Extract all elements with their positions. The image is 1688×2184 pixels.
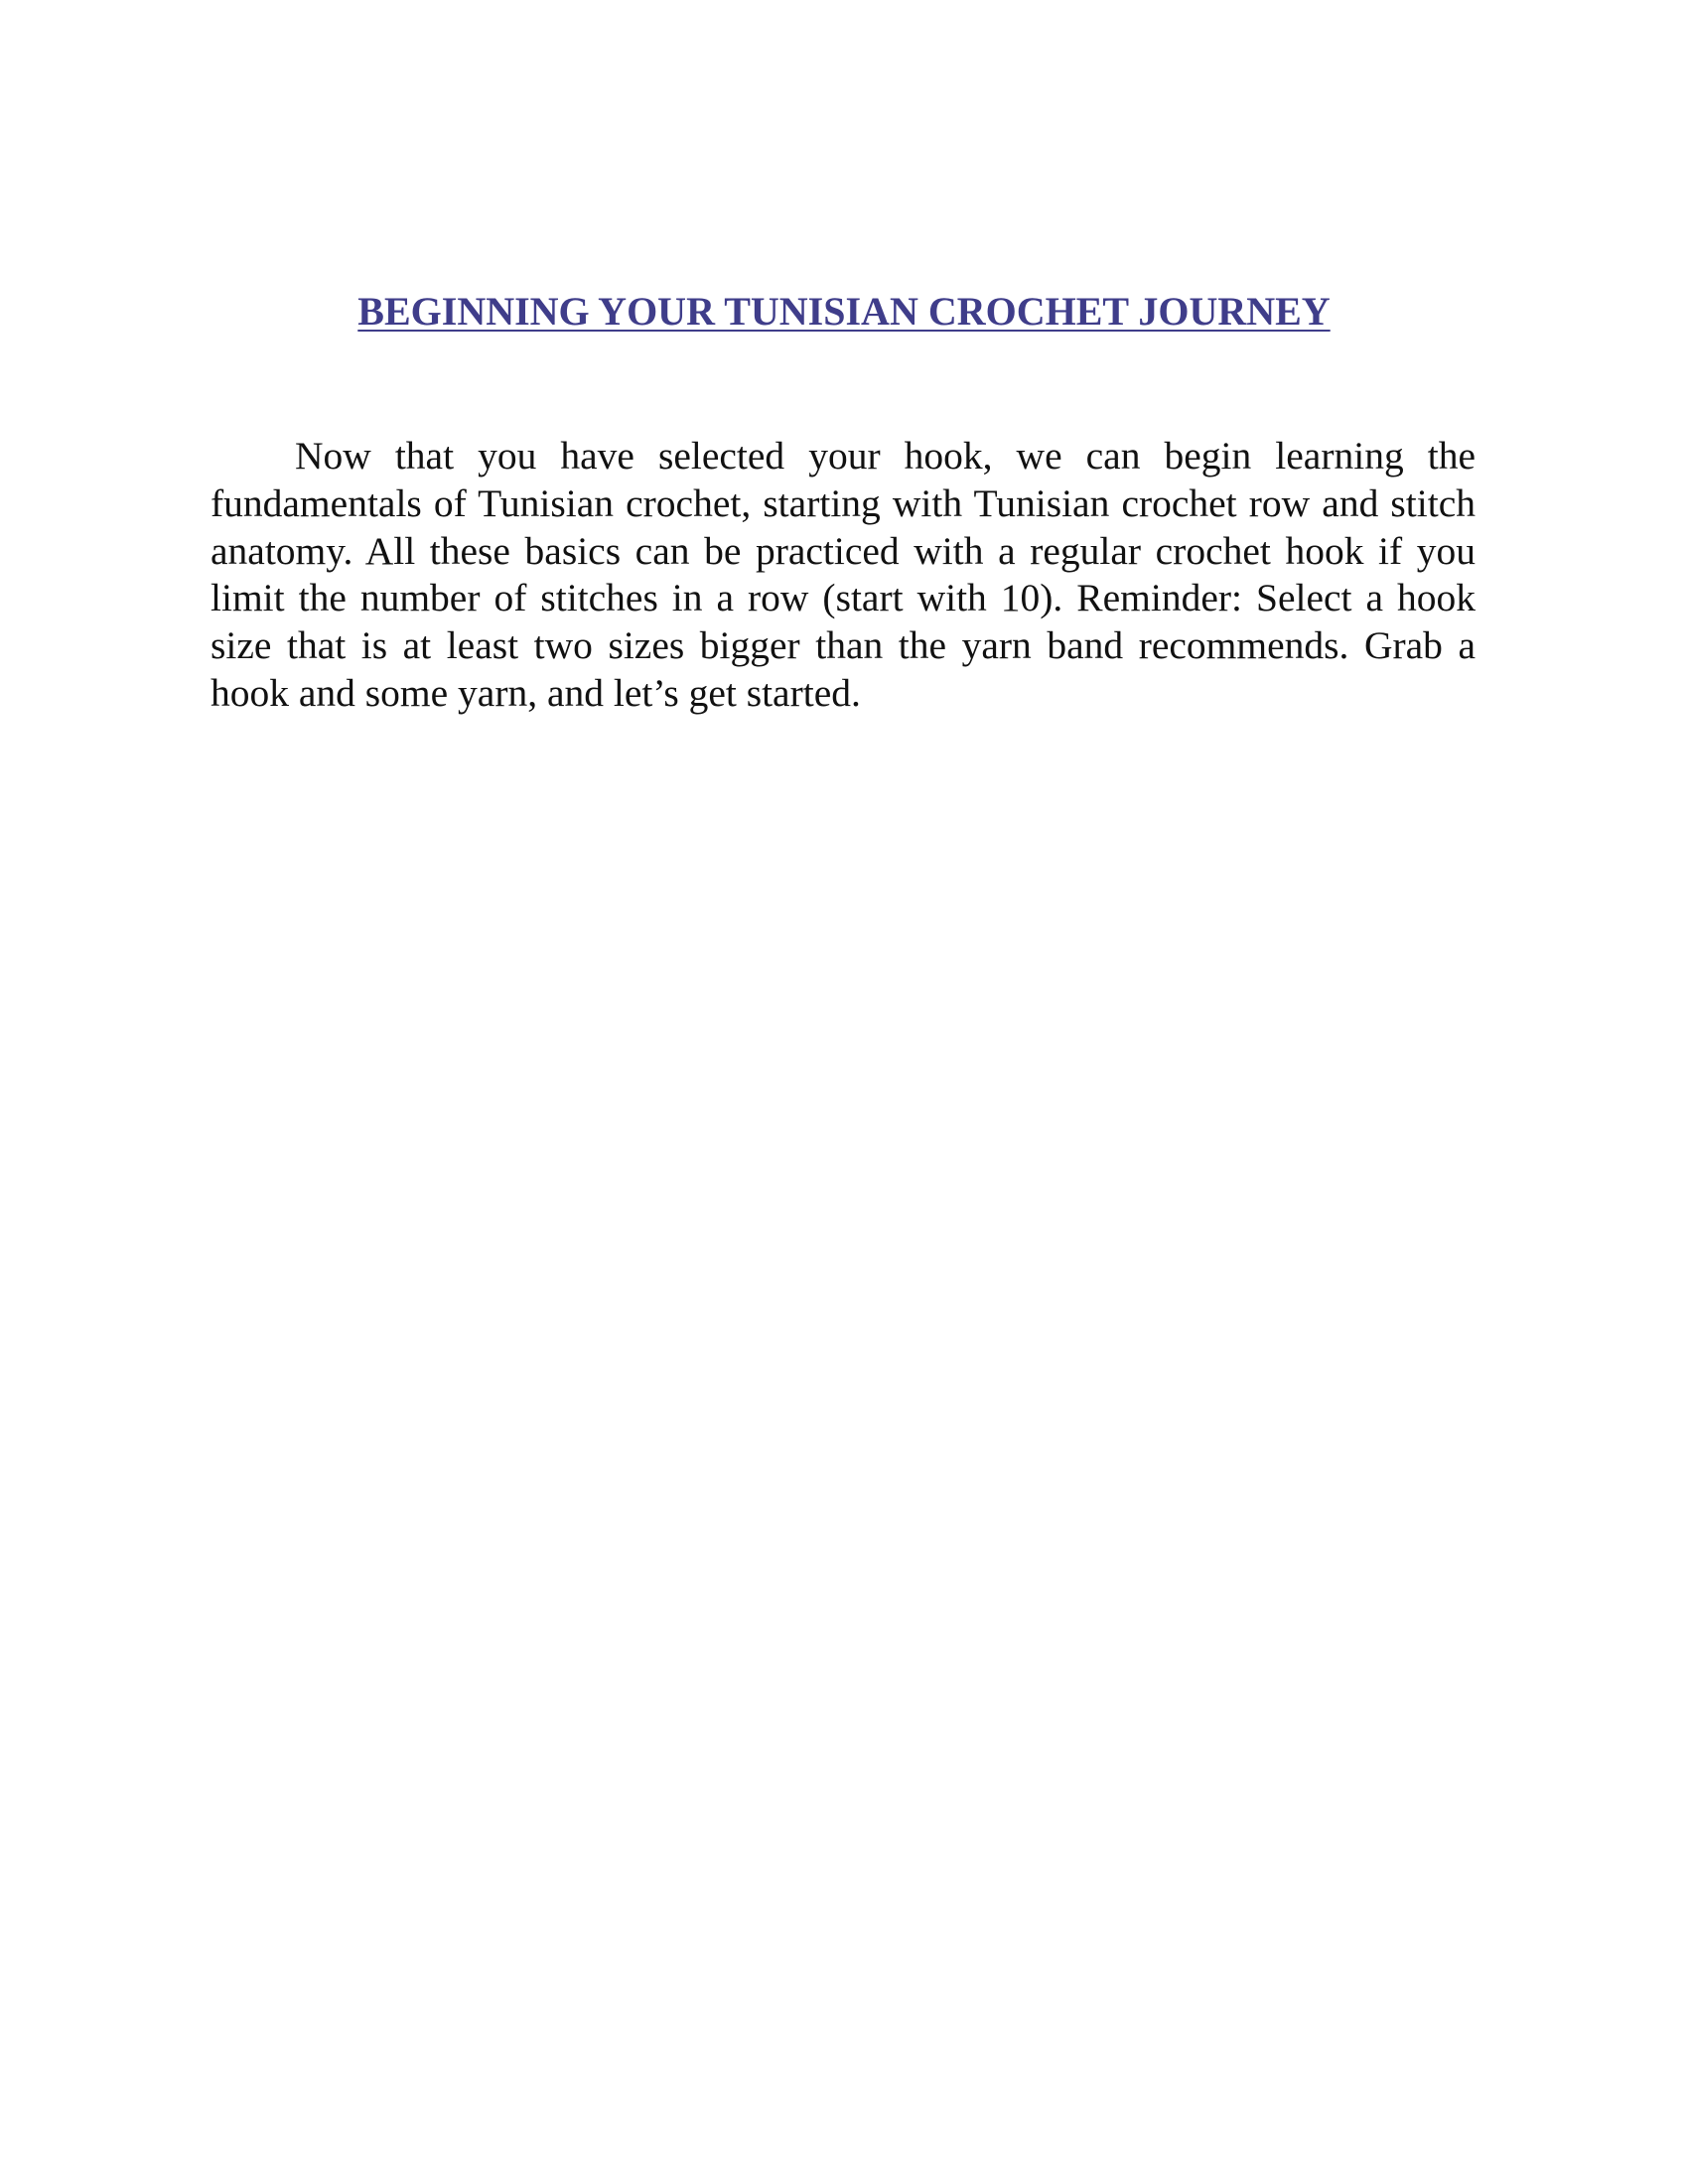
page-title: BEGINNING YOUR TUNISIAN CROCHET JOURNEY [357, 289, 1331, 334]
body-paragraph: Now that you have selected your hook, we can begin learning the fundamentals of Tunisian crochet, starting with Tunisian crochet row and stitch anatomy. All these basics can be practiced with a regular crochet hook if you limit the number of stitches in a row (start with 10). Reminder: Select a hook size that is at least two sizes bigger than the yarn band recommends. Grab a hook and some yarn, and let’s get started. [211, 434, 1476, 715]
